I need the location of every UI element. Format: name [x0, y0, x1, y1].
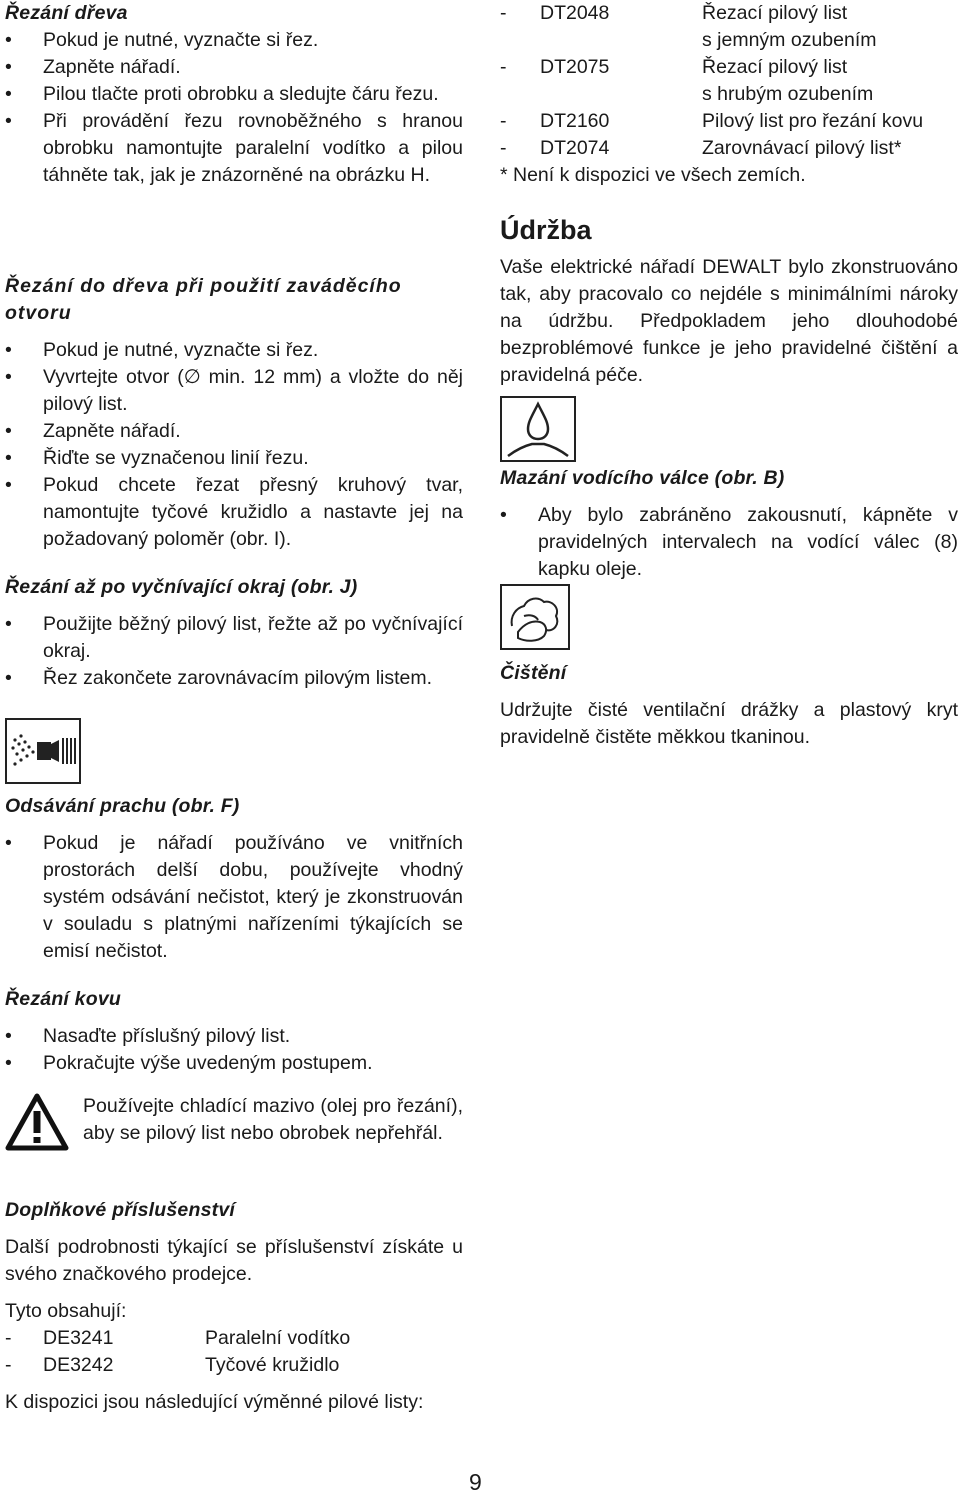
- warning-text: Používejte chladící mazivo (olej pro řezání), aby se pilový list nebo obrobek nepřehřál.: [83, 1095, 463, 1144]
- section-metal-cutting: [5, 986, 463, 1159]
- dash: -: [500, 137, 507, 159]
- bullet-list: [5, 1023, 463, 1077]
- list-item: • Pokud je nutné, vyznačte si řez.: [5, 27, 463, 54]
- list-item: [500, 54, 958, 108]
- section-title: Čištění: [500, 662, 567, 684]
- bullet-list: [5, 611, 463, 692]
- accessory-desc: Paralelní vodítko: [205, 1327, 351, 1349]
- bullet-list: [500, 502, 958, 583]
- section-cleaning: [500, 660, 958, 751]
- blade-desc: Řezací pilový list: [702, 2, 848, 24]
- list-item: [5, 1325, 463, 1352]
- section-title: Odsávání prachu (obr. F): [5, 795, 240, 817]
- list-item: [500, 0, 958, 54]
- list-item: • Pokud je nářadí používáno ve vnitřních prostorách delší dobu, používejte vhodný systém odsávání nečistot, který je zkonstruován v souladu s platnými nařízeními týkajících se emisí nečistot.: [5, 830, 463, 965]
- accessory-list: [5, 1325, 463, 1379]
- list-item: • Řez zakončete zarovnávacím pilovým listem.: [5, 665, 463, 692]
- section-title: Mazání vodícího válce (obr. B): [500, 467, 785, 489]
- list-item: • Pokud je nutné, vyznačte si řez.: [5, 337, 463, 364]
- section-title: Řezání dřeva: [5, 2, 128, 24]
- list-item: • Nasaďte příslušný pilový list.: [5, 1023, 463, 1050]
- section-title: Řezání kovu: [5, 988, 121, 1010]
- availability-note: * Není k dispozici ve všech zemích.: [500, 164, 806, 186]
- list-item: • Použijte běžný pilový list, řežte až po vyčnívající okraj.: [5, 611, 463, 665]
- dash: -: [5, 1354, 12, 1376]
- section-title: Řezání do dřeva při použití zaváděcího otvoru: [5, 275, 402, 324]
- list-item: • Řiďte se vyznačenou linií řezu.: [5, 445, 463, 472]
- blade-desc: Pilový list pro řezání kovu: [702, 110, 924, 132]
- section-wood-cutting: [5, 0, 463, 189]
- list-item: • Pokud chcete řezat přesný kruhový tvar, namontujte tyčové kružidlo a nastavte jej na požadovaný poloměr (obr. I).: [5, 472, 463, 553]
- bullet-list: [5, 337, 463, 553]
- bullet-list: [5, 27, 463, 189]
- blade-list: [500, 0, 958, 189]
- paragraph: Vaše elektrické nářadí DEWALT bylo zkonstruováno tak, aby pracovalo co nejdéle s minimálními nároky na údržbu. Předpokladem jeho dlouhodobé bezproblémové funkce je jeho pravidelné čištění a pravidelná péče.: [500, 256, 958, 386]
- list-item: • Aby bylo zabráněno zakousnutí, kápněte v pravidelných intervalech na vodící válec (8) kapku oleje.: [500, 502, 958, 583]
- warning-icon: [5, 1093, 69, 1159]
- dash: -: [500, 56, 507, 78]
- warning-block: [5, 1093, 463, 1159]
- list-item: • Pilou tlačte proti obrobku a sledujte čáru řezu.: [5, 81, 463, 108]
- list-item: • Zapněte nářadí.: [5, 418, 463, 445]
- paragraph: K dispozici jsou následující výměnné pilové listy:: [5, 1391, 424, 1413]
- bullet-list: [5, 830, 463, 965]
- section-dust-extraction: [5, 793, 463, 965]
- cleaning-icon: [500, 584, 570, 650]
- list-item: [500, 135, 958, 162]
- section-heading: Údržba: [500, 215, 592, 245]
- accessory-desc: Tyčové kružidlo: [205, 1354, 340, 1376]
- blade-code: DT2074: [540, 137, 610, 159]
- section-accessories: [5, 1197, 463, 1416]
- paragraph: Další podrobnosti týkající se příslušenství získáte u svého značkového prodejce.: [5, 1236, 463, 1285]
- dust-extraction-icon: [5, 718, 81, 784]
- blade-code: DT2048: [540, 2, 610, 24]
- dash: -: [5, 1327, 12, 1349]
- list-item: • Při provádění řezu rovnoběžného s hranou obrobku namontujte paralelní vodítko a pilou táhněte tak, jak je znázorněné na obrázku H.: [5, 108, 463, 189]
- paragraph: Udržujte čisté ventilační drážky a plastový kryt pravidelně čistěte měkkou tkaninou.: [500, 699, 958, 748]
- section-title: Doplňkové příslušenství: [5, 1199, 235, 1221]
- blade-desc: Zarovnávací pilový list*: [702, 137, 902, 159]
- accessory-code: DE3242: [43, 1354, 114, 1376]
- blade-desc-2: s jemným ozubením: [702, 29, 877, 51]
- section-title: Řezání až po vyčnívající okraj (obr. J): [5, 576, 358, 598]
- list-item: • Vyvrtejte otvor (∅ min. 12 mm) a vložte do něj pilový list.: [5, 364, 463, 418]
- list-item: [500, 108, 958, 135]
- list-item: • Zapněte nářadí.: [5, 54, 463, 81]
- section-lubrication: [500, 465, 958, 583]
- section-flush-cutting: [5, 574, 463, 692]
- dash: -: [500, 2, 507, 24]
- blade-desc: Řezací pilový list: [702, 56, 848, 78]
- lubrication-icon: [500, 396, 576, 462]
- accessory-code: DE3241: [43, 1327, 114, 1349]
- blade-code: DT2075: [540, 56, 610, 78]
- section-plunge-cutting: [5, 273, 463, 553]
- list-item: • Pokračujte výše uvedeným postupem.: [5, 1050, 463, 1077]
- dash: -: [500, 110, 507, 132]
- blade-desc-2: s hrubým ozubením: [702, 83, 874, 105]
- section-maintenance: [500, 214, 958, 389]
- page-number: 9: [469, 1469, 482, 1495]
- paragraph: Tyto obsahují:: [5, 1300, 127, 1322]
- list-item: [5, 1352, 463, 1379]
- blade-code: DT2160: [540, 110, 610, 132]
